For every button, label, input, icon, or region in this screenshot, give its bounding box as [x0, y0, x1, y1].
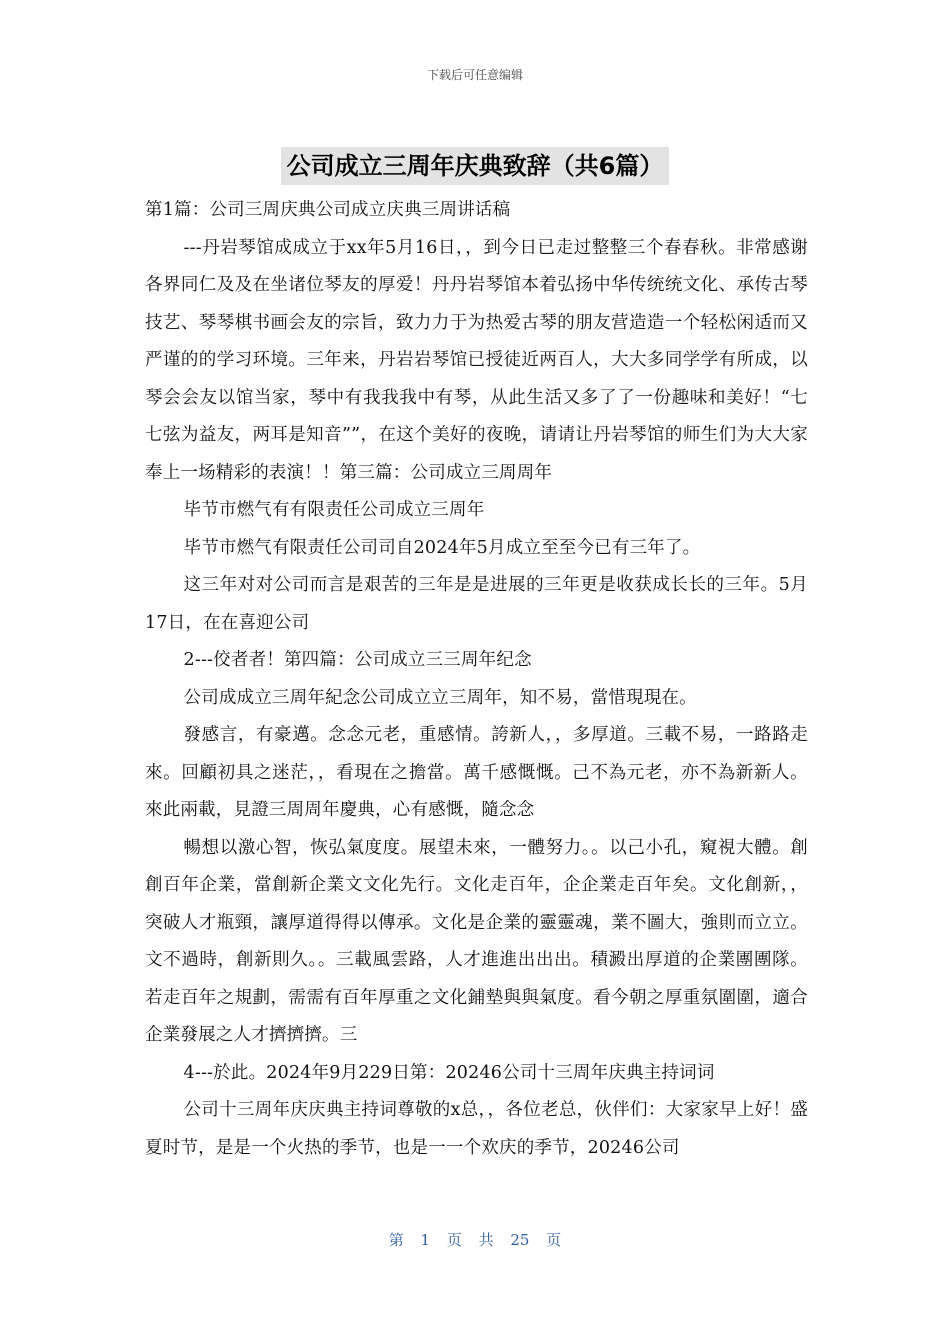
- paragraph: 这三年对对公司而言是艰苦的三年是是进展的三年更是收获成长长的三年。5月17日，在在喜迎公司: [145, 575, 808, 633]
- paragraph: 2---佼者者！第四篇：公司成立三三周年纪念: [183, 650, 532, 670]
- paragraph: 暢想以激心智，恢弘氣度度。展望未來，一體努力。。以己小孔，窺視大體。創創百年企業，當創新企業文文化先行。文化走百年，企企業走百年矣。文化創新，，突破人才瓶頸，讓厚道得得以傳承。文化是企業的靈靈魂，業不圖大，強則而立立。文不過時，創新則久。。三載風雲路，人才進進出出出。積澱出厚道的企業團團隊。若走百年之規劃，需需有百年厚重之文化鋪墊與與氣度。看今朝之厚重氛圍圍，適合企業發展之人才擠擠擠。三: [145, 837, 808, 1045]
- paragraph: 發感言，有豪邁。念念元老，重感情。誇新人，，多厚道。三載不易，一路路走來。回顧初具之迷茫，，看現在之擔當。萬千感慨慨。己不為元老，亦不為新新人。來此兩載，見證三周周年慶典，心有感慨，隨念念: [145, 725, 808, 820]
- paragraph: 毕节市燃气有限责任公司司自2024年5月成立至至今已有三年了。: [183, 537, 701, 558]
- paragraph: 公司十三周年庆庆典主持词尊敬的x总，，各位老总，伙伴们：大家家早上好！盛夏时节，是是一个火热的季节，也是一一个欢庆的季节，20246公司: [145, 1100, 808, 1158]
- document-title: 公司成立三周年庆典致辞（共6篇）: [281, 147, 670, 185]
- title-container: [0, 147, 950, 185]
- paragraph: 公司成成立三周年紀念公司成立立三周年，知不易，當惜現現在。: [183, 687, 697, 708]
- paragraph: 4---於此。2024年9月229日第：20246公司十三周年庆典主持词词: [183, 1062, 715, 1083]
- page-number-footer: 第 1 页 共 25 页: [388, 1231, 562, 1249]
- paragraph: 毕节市燃气有有限责任公司成立三周年: [183, 500, 485, 520]
- header-note: 下载后可任意编辑: [426, 68, 523, 82]
- document-body: [145, 192, 808, 1167]
- paragraph: ---丹岩琴馆成成立于xx年5月16日，，到今日已走过整整三个春春秋。非常感谢各界同仁及及在坐诸位琴友的厚爱！丹丹岩琴馆本着弘扬中华传统统文化、承传古琴技艺、琴琴棋书画会友的宗旨，致力力于为热爱古琴的朋友营造造一个轻松闲适而又严谨的的学习环境。三年来，丹岩岩琴馆已授徒近两百人，大大多同学学有所成，以琴会会友以馆当家，琴中有我我我中有琴，从此生活又多了了一份趣味和美好！“七七弦为益友，两耳是知音””，在这个美好的夜晚，请请让丹岩琴馆的师生们为大大家奉上一场精彩的表演！！第三篇：公司成立三周周年: [145, 237, 808, 483]
- paragraph: 第1篇：公司三周庆典公司成立庆典三周讲话稿: [145, 200, 511, 220]
